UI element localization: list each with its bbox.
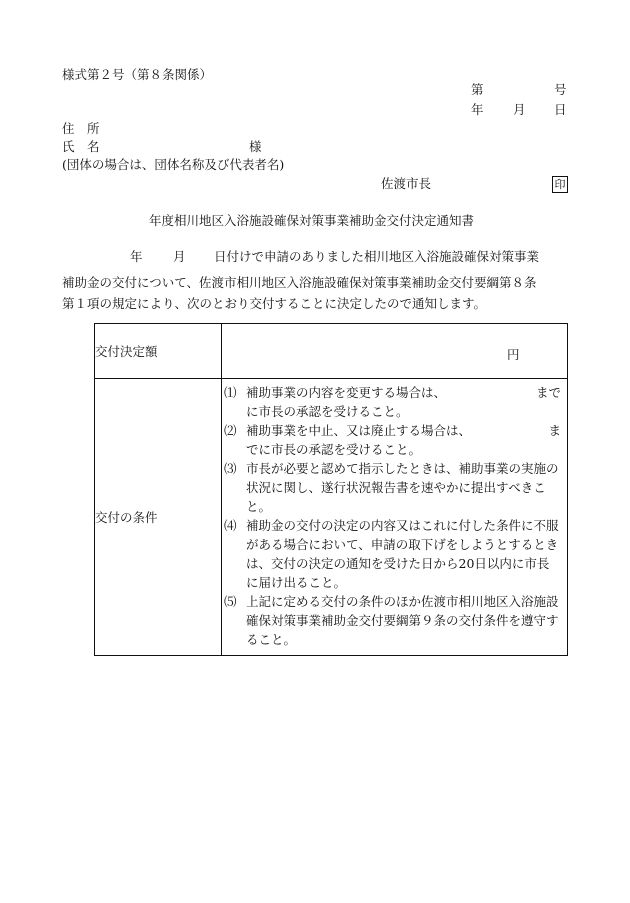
seal-char: 印 <box>554 178 566 191</box>
condition-item <box>224 592 561 649</box>
issuer: 佐渡市長 <box>381 176 432 191</box>
condition-text: でに市長の承認を受けること。 <box>246 442 422 457</box>
condition-number: ⑷ <box>224 518 237 533</box>
notice-body <box>62 251 572 314</box>
condition-text: 補助金の交付の決定の内容又はこれに付した条件に不服がある場合において、申請の取下げをしようとするときは、交付の決定の通知を受けた日から20日以内に市長に届け出ること。 <box>246 518 559 590</box>
body-month: 月 <box>173 249 186 264</box>
seal-stamp <box>552 176 568 193</box>
condition-number: ⑴ <box>224 385 237 400</box>
name-label: 氏 名 <box>62 139 100 154</box>
document-title: 年度相川地区入浴施設確保対策事業補助金交付決定通知書 <box>149 213 475 228</box>
condition-text: ま <box>548 423 561 438</box>
amount-value-cell <box>222 324 568 379</box>
amount-row <box>95 324 568 379</box>
address-label: 住 所 <box>62 121 100 136</box>
condition-item <box>224 459 561 516</box>
date-year: 年 <box>471 102 484 117</box>
sama-suffix: 様 <box>249 139 262 154</box>
condition-text: 補助事業の内容を変更する場合は、 <box>246 385 447 400</box>
body-line1: 日付けで申請のありました相川地区入浴施設確保対策事業 <box>214 249 540 264</box>
amount-unit: 円 <box>507 347 520 362</box>
amount-label-cell <box>95 324 222 379</box>
amount-label: 交付決定額 <box>95 344 158 359</box>
date-day: 日 <box>554 102 567 117</box>
org-note: (団体の場合は、団体名称及び代表者名) <box>62 157 285 172</box>
condition-item <box>224 421 561 459</box>
body-line3: 第１項の規定により、次のとおり交付することに決定したので通知します。 <box>62 296 487 311</box>
conditions-label-cell <box>95 379 222 656</box>
form-label: 様式第２号（第８条関係） <box>62 67 213 82</box>
condition-item <box>224 516 561 592</box>
condition-item <box>224 383 561 421</box>
conditions-row <box>95 379 568 656</box>
condition-number: ⑶ <box>224 461 237 476</box>
conditions-label: 交付の条件 <box>95 510 158 525</box>
body-line2: 補助金の交付について、佐渡市相川地区入浴施設確保対策事業補助金交付要綱第８条 <box>62 275 537 290</box>
condition-text: 補助事業を中止、又は廃止する場合は、 <box>246 423 472 438</box>
condition-text: まで <box>535 385 561 400</box>
number-go: 号 <box>554 82 567 97</box>
condition-text: に市長の承認を受けること。 <box>246 404 409 419</box>
condition-number: ⑸ <box>224 594 237 609</box>
body-year: 年 <box>130 249 143 264</box>
conditions-cell <box>222 379 568 656</box>
condition-number: ⑵ <box>224 423 237 438</box>
condition-text: 市長が必要と認めて指示したときは、補助事業の実施の状況に関し、遂行状況報告書を速やかに提出すべきこと。 <box>246 461 559 514</box>
date-month: 月 <box>513 102 526 117</box>
grant-table <box>94 323 568 656</box>
number-dai: 第 <box>471 82 484 97</box>
condition-text: 上記に定める交付の条件のほか佐渡市相川地区入浴施設確保対策事業補助金交付要綱第９条の交付条件を遵守すること。 <box>246 594 559 647</box>
